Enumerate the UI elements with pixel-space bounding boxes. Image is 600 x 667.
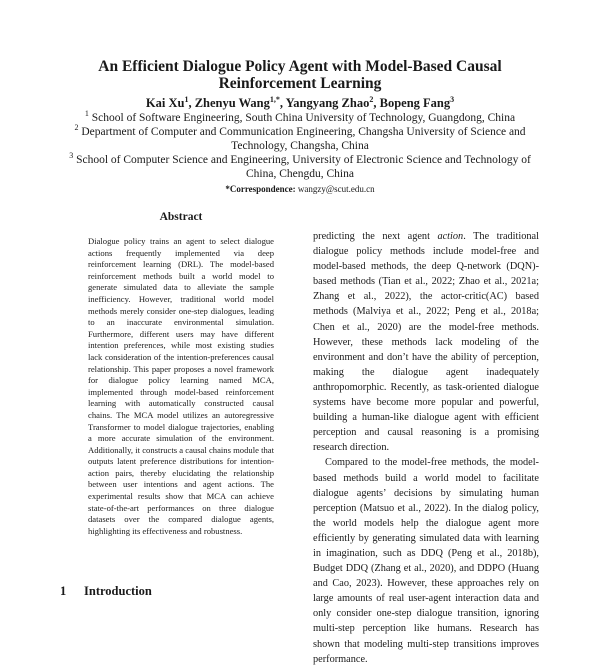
- paper-title: [60, 58, 540, 92]
- affiliation: $^1$ School of Software Engineering, South China University of Technology, Guangdong, China: [84, 109, 516, 124]
- author-name: Zhenyu Wang: [194, 96, 270, 110]
- author-sup: 1,*: [269, 94, 280, 104]
- section-heading-introduction: [60, 584, 152, 599]
- author-sup: 1: [184, 94, 189, 104]
- body-column: [313, 229, 539, 667]
- affiliations: [60, 111, 540, 196]
- abstract-text: Dialogue policy trains an agent to select dialogue actions frequently implemented via deep reinforcement learning (DRL). The model-based reinforcement methods built a world model to generate simulated data to alleviate the sample inefficiency. However, traditional world model methods merely consider one-step dialogues, leading to an inaccurate environmental simulation. Furthermore, different users may have different intention preferences, while most existing studies lack consideration of the intention-preferences causal relationship. This paper proposes a novel framework for dialogue policy learning named MCA, implemented through model-based reinforcement learning with automatically constructed causal chains. The MCA model utilizes an autoregressive Transformer to model dialogue trajectories, enabling a more accurate simulation of the environment. Additionally, it constructs a causal chains module that outputs latent preference distributions for intention-action pairs, thereby elucidating the relationship between user intentions and agent actions. The experimental results show that MCA can achieve state-of-the-art performances on three dialogue datasets over the compared dialogue agents, highlighting its effectiveness and robustness.: [88, 236, 274, 536]
- title-line-2: Reinforcement Learning: [218, 75, 382, 92]
- abstract-column: [88, 211, 274, 537]
- paragraph: predicting the next agent action. The traditional dialogue policy methods include model-free and model-based methods, the deep Q-network (DQN)-based methods (Tian et al., 2022; Zhao et al., 2021a; Zhang et al., 2022), the actor-critic(AC) based methods (Malviya et al., 2022; Peng et al., 2018a; Chen et al., 2020) are the model-free methods. However, these methods lack modeling of the environment and don’t have the ability of perception, making the dialogue agent inadequately anthropomorphic. Recently, as task-oriented dialogue systems have become more popular and powerful, building a human-like dialogue agent with efficient perception and causal reasoning is a promising research direction.: [313, 231, 539, 454]
- author-name: Kai Xu: [145, 96, 185, 110]
- affiliation: $^3$ School of Computer Science and Engineering, University of Electronic Science and Technology of China, Chengdu, China: [69, 151, 531, 180]
- author-name: Yangyang Zhao: [285, 96, 370, 110]
- italic-term: action: [437, 231, 464, 242]
- section-number: 1: [60, 584, 67, 598]
- correspondence-email: wangzy@scut.edu.cn: [297, 184, 375, 194]
- correspondence-label: *Correspondence:: [225, 184, 296, 194]
- abstract-heading: Abstract: [159, 211, 203, 223]
- author-name: Bopeng Fang: [379, 96, 451, 110]
- affiliation: $^2$ Department of Computer and Communication Engineering, Changsha University of Science and Technology, Changsha, China: [74, 123, 526, 152]
- author-sup: 2: [369, 94, 374, 104]
- correspondence: [60, 182, 540, 196]
- section-title: Introduction: [84, 584, 152, 598]
- title-line-1: An Efficient Dialogue Policy Agent with Model-Based Causal: [98, 58, 502, 75]
- author-list: Kai Xu$^1$, Zhenyu Wang$^{1,*}$, Yangyang Zhao$^2$, Bopeng Fang$^3$: [145, 94, 455, 110]
- author-sup: 3: [450, 94, 455, 104]
- paragraph: Compared to the model-free methods, the model-based methods build a world model to facilitate dialogue agents’ decisions by simulating human perception (Matsuo et al., 2022). In the dialog policy, the world models help the dialogue agent more efficiently by generating simulated data with learning in imagination, such as DDQ (Peng et al., 2018b), Budget DDQ (Zhang et al., 2020), and DDPO (Huang and Cao, 2023). However, these approaches rely on large amounts of real user-agent interaction data and only consider one-step dialogue transition, ignoring multi-step perception like humans. Research has shown that modeling multi-step transitions improves performance.: [313, 457, 539, 665]
